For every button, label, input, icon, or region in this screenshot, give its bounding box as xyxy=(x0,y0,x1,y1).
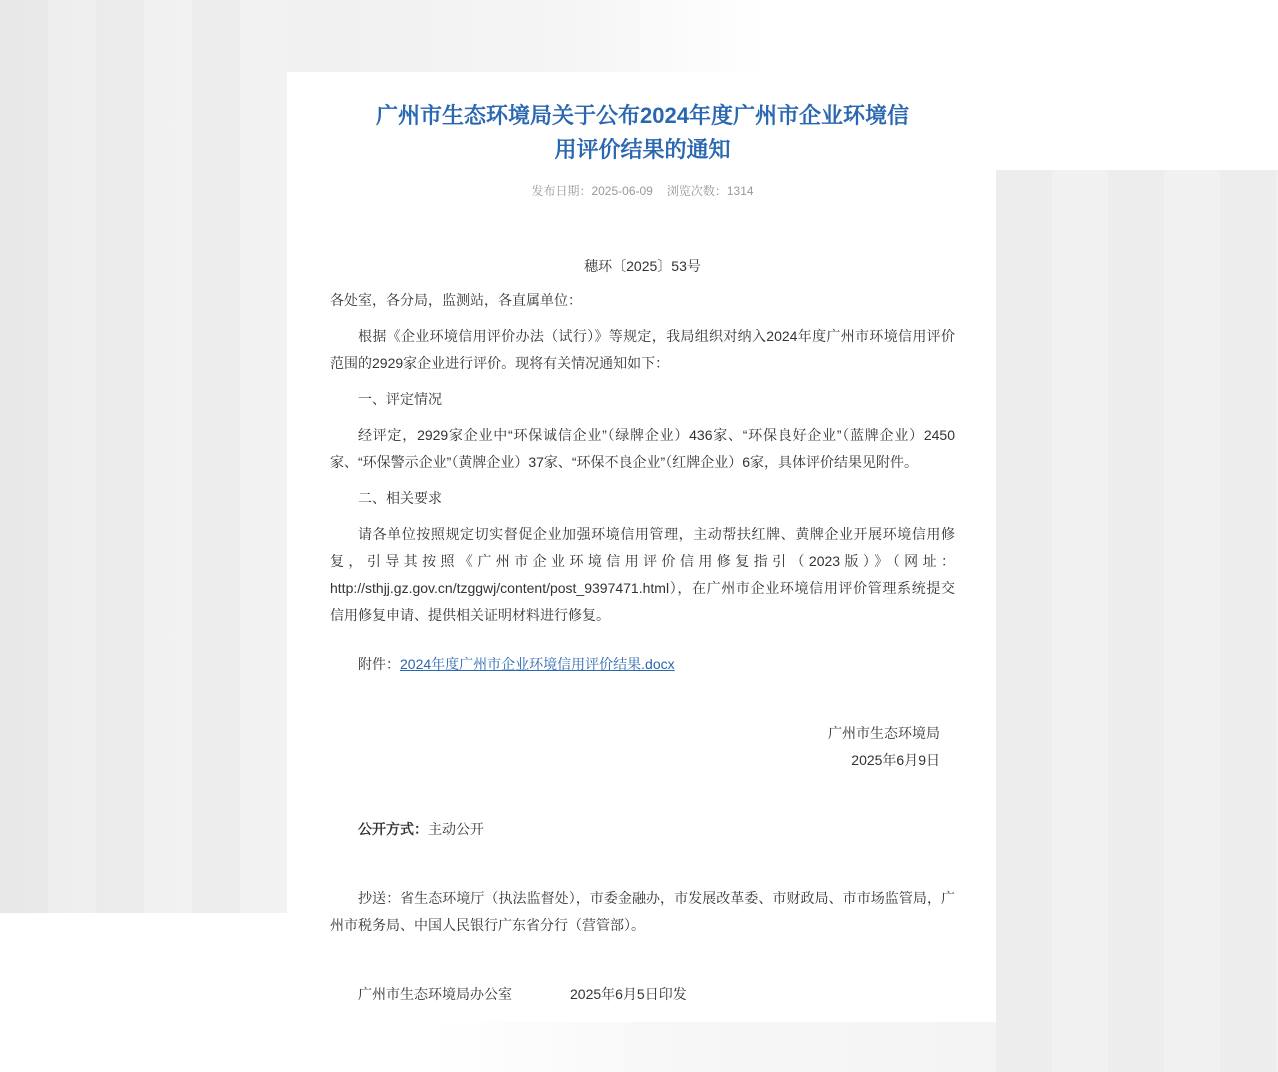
attachment-link[interactable]: 2024年度广州市企业环境信用评价结果.docx xyxy=(400,656,675,672)
disclosure-value: 主动公开 xyxy=(428,821,484,837)
attachment-label: 附件： xyxy=(358,656,400,672)
disclosure-row xyxy=(330,816,955,843)
page-title-line-2: 用评价结果的通知 xyxy=(554,137,731,162)
background-bottom-strip xyxy=(430,1022,996,1072)
publish-date: 发布日期：2025-06-09 xyxy=(531,184,653,198)
document-number: 穗环〔2025〕53号 xyxy=(584,258,701,274)
publish-meta xyxy=(330,183,955,199)
paragraph-requirements: 请各单位按照规定切实督促企业加强环境信用管理，主动帮扶红牌、黄牌企业开展环境信用修复，引导其按照《广州市企业环境信用评价信用修复指引（2023版）》（网址：http://sthjj.gz.gov.cn/tzggwj/content/post_9397471.html），在广州市企业环境信用评价管理系统提交信用修复申请、提供相关证明材料进行修复。 xyxy=(330,526,955,623)
footer-row xyxy=(330,981,955,1008)
cc-paragraph: 抄送：省生态环境厅（执法监督处），市委金融办，市发展改革委、市财政局、市市场监管局，广州市税务局、中国人民银行广东省分行（营管部）。 xyxy=(330,890,955,933)
paragraph-evaluation-results: 经评定，2929家企业中“环保诚信企业”（绿牌企业）436家、“环保良好企业”（蓝牌企业）2450家、“环保警示企业”（黄牌企业）37家、“环保不良企业”（红牌企业）6家，具体评价结果见附件。 xyxy=(330,427,955,470)
paragraph-intro: 根据《企业环境信用评价办法（试行）》等规定，我局组织对纳入2024年度广州市环境信用评价范围的2929家企业进行评价。现将有关情况通知如下： xyxy=(330,328,955,371)
page-title-line-1: 广州市生态环境局关于公布2024年度广州市企业环境信 xyxy=(376,103,909,128)
section-heading-1: 一、评定情况 xyxy=(358,391,442,407)
salutation: 各处室，各分局，监测站，各直属单位： xyxy=(330,292,582,308)
footer-print-date: 2025年6月5日印发 xyxy=(570,986,687,1002)
disclosure-label: 公开方式： xyxy=(358,821,428,837)
attachment-row xyxy=(330,651,955,678)
document-panel xyxy=(287,72,996,1022)
background-top-strip xyxy=(287,0,792,72)
footer-office: 广州市生态环境局办公室 xyxy=(358,986,512,1002)
signature-date: 2025年6月9日 xyxy=(851,752,940,768)
background-right-panel xyxy=(996,170,1278,1072)
signature-org: 广州市生态环境局 xyxy=(828,725,940,741)
page-title xyxy=(330,99,955,167)
section-heading-2: 二、相关要求 xyxy=(358,490,442,506)
background-left-panel xyxy=(0,0,287,913)
view-count: 浏览次数：1314 xyxy=(666,184,754,198)
signature-block xyxy=(330,720,955,774)
